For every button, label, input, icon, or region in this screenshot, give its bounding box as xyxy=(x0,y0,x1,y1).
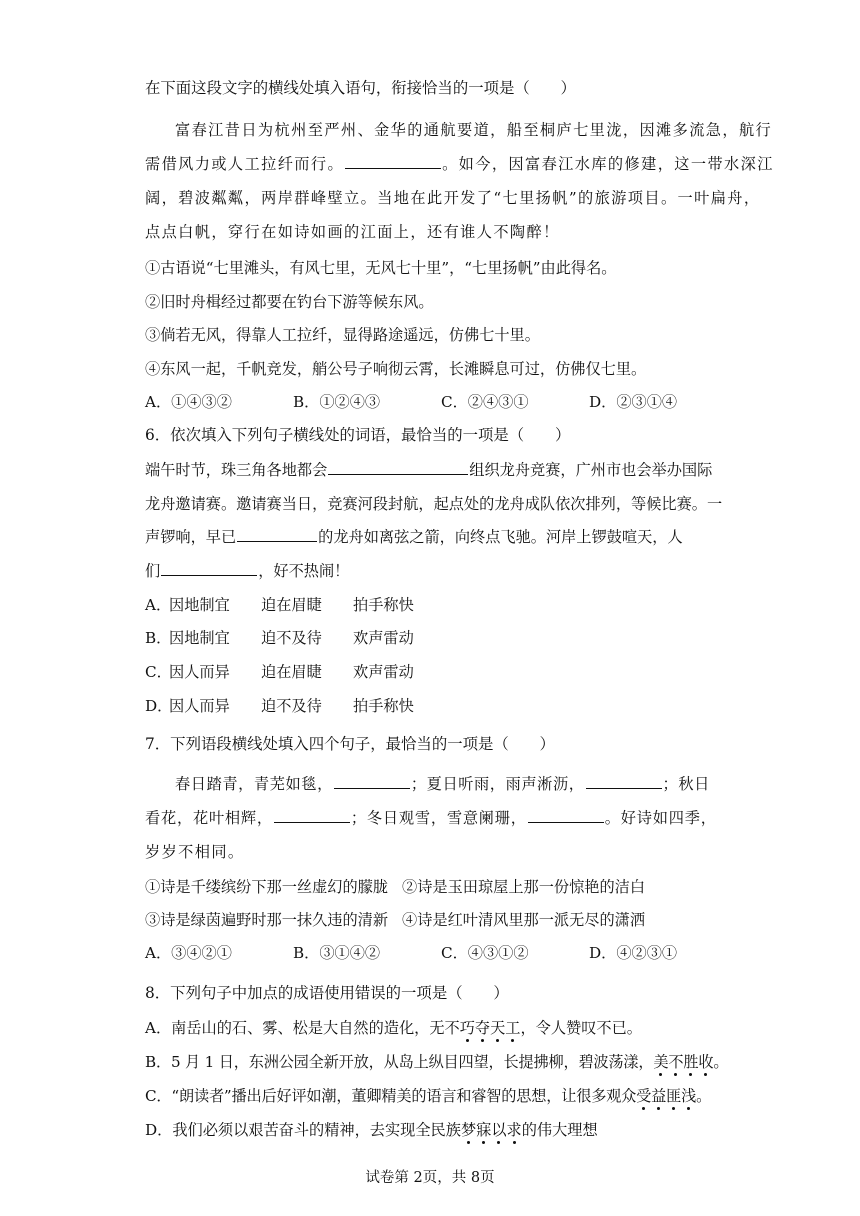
option-label: A． xyxy=(145,596,172,614)
emphasis-char: 益 xyxy=(651,1087,667,1105)
q5-passage-text: 。如今，因富春江水库的修建，这一带水深江 xyxy=(442,155,774,173)
q8-option-c[interactable] xyxy=(145,1086,725,1106)
q8-idiom-d xyxy=(461,1121,522,1139)
q8-text: 。 xyxy=(696,1087,712,1105)
q8-text: D．我们必须以艰苦奋斗的精神，去实现全民族 xyxy=(145,1121,461,1139)
q6-text-line-4 xyxy=(145,561,725,581)
q6-option-b[interactable] xyxy=(145,628,725,648)
q8-option-b[interactable] xyxy=(145,1052,729,1072)
q7-sentence-3: ③诗是绿茵遍野时那一抹久违的清新 xyxy=(145,911,388,929)
q7-text: ；冬日观雪，雪意阑珊， xyxy=(350,809,527,827)
option-label: C． xyxy=(145,663,172,681)
q7-sentences-1-2 xyxy=(145,877,725,897)
option-word: 因地制宜 xyxy=(169,596,230,614)
q7-text: 看花，花叶相辉， xyxy=(145,809,273,827)
option-word: 欢声雷动 xyxy=(353,663,414,681)
q7-sentence-4: ④诗是红叶清风里那一派无尽的潇洒 xyxy=(402,911,645,929)
emphasis-char: 求 xyxy=(506,1121,522,1139)
q7-text: ；秋日 xyxy=(662,775,710,793)
emphasis-char: 浅 xyxy=(681,1087,697,1105)
q8-text: ，令人赞叹不已。 xyxy=(520,1019,642,1037)
q8-text: B．5 月 1 日，东洲公园全新开放，从岛上纵目四望，长提拂柳，碧波荡漾， xyxy=(145,1053,654,1071)
q8-stem: 8．下列句子中加点的成语使用错误的一项是（ ） xyxy=(145,984,509,1002)
q7-blank-3 xyxy=(274,808,350,823)
q7-text: 春日踏青，青芜如毯， xyxy=(175,775,333,793)
q5-blank xyxy=(345,154,441,169)
q7-blank-2 xyxy=(586,774,662,789)
q7-text: ；夏日听雨，雨声淅沥， xyxy=(410,775,585,793)
option-word: 迫在眉睫 xyxy=(261,663,322,681)
page-footer: 试卷第 2页，共 8页 xyxy=(365,1170,495,1186)
q5-option-a[interactable]: A．①④③② xyxy=(145,393,232,411)
q5-sentence-4: ④东风一起，千帆竞发，艄公号子响彻云霄，长滩瞬息可过，仿佛仅七里。 xyxy=(145,360,647,378)
q5-option-d[interactable]: D．②③①④ xyxy=(589,393,678,411)
q6-blank-2 xyxy=(237,527,317,542)
q7-passage-line-2 xyxy=(145,808,725,828)
emphasis-char: 夺 xyxy=(474,1019,491,1037)
q7-passage-line-1 xyxy=(175,774,725,794)
q6-text: 声锣响，早已 xyxy=(145,528,237,546)
q5-option-c[interactable]: C．②④③① xyxy=(441,393,529,411)
q5-passage-line-1: 富春江昔日为杭州至严州、金华的通航要道，船至桐庐七里泷，因滩多流急，航行 xyxy=(175,121,773,139)
q6-option-c[interactable] xyxy=(145,662,725,682)
q6-text-line-2: 龙舟邀请赛。邀请赛当日，竞赛河段封航，起点处的龙舟成队依次排列，等候比赛。一 xyxy=(145,495,723,513)
option-word: 迫不及待 xyxy=(261,629,322,647)
option-word: 迫不及待 xyxy=(261,697,322,715)
q6-blank-3 xyxy=(161,561,257,576)
q5-passage-text: 需借风力或人工拉纤而行。 xyxy=(145,155,345,173)
q7-option-c[interactable]: C．④③①② xyxy=(441,944,529,962)
emphasis-char: 胜 xyxy=(683,1053,699,1071)
q7-options xyxy=(145,943,725,963)
q5-sentence-1: ①古语说“七里滩头，有风七里，无风七十里”，“七里扬帆”由此得名。 xyxy=(145,259,617,277)
option-word: 因人而异 xyxy=(169,663,230,681)
q6-text: 的龙舟如离弦之箭，向终点飞驰。河岸上锣鼓喧天，人 xyxy=(318,528,683,546)
q8-option-a[interactable] xyxy=(145,1018,725,1038)
q6-blank-1 xyxy=(328,460,468,475)
q7-text: 。好诗如四季， xyxy=(604,809,717,827)
q7-blank-4 xyxy=(528,808,604,823)
q7-sentence-1: ①诗是千缕缤纷下那一丝虚幻的朦胧 xyxy=(145,878,388,896)
q7-option-d[interactable]: D．④②③① xyxy=(589,944,678,962)
option-label: D． xyxy=(145,697,173,715)
emphasis-char: 寐 xyxy=(476,1121,492,1139)
emphasis-char: 梦 xyxy=(460,1121,477,1139)
q8-text: C．“朗读者”播出后好评如潮，董卿精美的语言和睿智的思想，让很多观众 xyxy=(145,1087,637,1105)
q5-option-b[interactable]: B．①②④③ xyxy=(293,393,381,411)
option-word: 因人而异 xyxy=(169,697,230,715)
q5-passage-line-2 xyxy=(145,154,774,174)
emphasis-char: 受 xyxy=(636,1087,652,1105)
q8-idiom-a xyxy=(460,1019,521,1037)
q5-sentence-3: ③倘若无风，得靠人工拉纤，显得路途遥远，仿佛七十里。 xyxy=(145,326,540,344)
option-word: 因地制宜 xyxy=(169,629,230,647)
q7-option-b[interactable]: B．③①④② xyxy=(293,944,381,962)
q8-text: A．南岳山的石、雾、松是大自然的造化，无不 xyxy=(145,1019,460,1037)
q7-option-a[interactable]: A．③④②① xyxy=(145,944,232,962)
q6-stem: 6．依次填入下列句子横线处的词语，最恰当的一项是（ ） xyxy=(145,426,571,444)
emphasis-char: 美 xyxy=(653,1053,669,1071)
q8-idiom-b xyxy=(653,1053,713,1071)
q6-text-line-3 xyxy=(145,527,725,547)
option-word: 拍手称快 xyxy=(353,697,414,715)
q8-text: 的伟大理想 xyxy=(521,1121,598,1139)
emphasis-char: 收 xyxy=(698,1053,714,1071)
option-label: B． xyxy=(145,629,172,647)
q7-blank-1 xyxy=(334,774,410,789)
emphasis-char: 天 xyxy=(490,1019,506,1037)
q8-option-d[interactable] xyxy=(145,1120,725,1140)
q7-sentence-2: ②诗是玉田琼屋上那一份惊艳的洁白 xyxy=(402,878,645,896)
emphasis-char: 以 xyxy=(491,1121,507,1139)
emphasis-char: 匪 xyxy=(666,1087,682,1105)
option-word: 拍手称快 xyxy=(353,596,414,614)
emphasis-char: 工 xyxy=(505,1019,521,1037)
q5-passage-line-3: 阔，碧波粼粼，两岸群峰壁立。当地在此开发了“七里扬帆”的旅游项目。一叶扁舟， xyxy=(145,189,761,207)
option-word: 迫在眉睫 xyxy=(261,596,322,614)
q7-passage-line-3: 岁岁不相同。 xyxy=(145,843,245,861)
q8-text: 。 xyxy=(713,1053,729,1071)
q5-passage-line-4: 点点白帆，穿行在如诗如画的江面上，还有谁人不陶醉！ xyxy=(145,223,560,241)
q7-stem: 7．下列语段横线处填入四个句子，最恰当的一项是（ ） xyxy=(145,735,555,753)
q5-options xyxy=(145,392,725,412)
q8-idiom-c xyxy=(636,1087,696,1105)
option-word: 欢声雷动 xyxy=(353,629,414,647)
q6-text: 组织龙舟竞赛，广州市也会举办国际 xyxy=(469,461,713,479)
q5-stem: 在下面这段文字的横线处填入语句，衔接恰当的一项是（ ） xyxy=(145,79,576,97)
q6-text: 端午时节，珠三角各地都会 xyxy=(145,461,328,479)
q7-sentences-3-4 xyxy=(145,910,725,930)
emphasis-char: 巧 xyxy=(459,1019,475,1037)
q5-sentence-2: ②旧时舟楫经过都要在钓台下游等候东风。 xyxy=(145,293,434,311)
q6-text: 们 xyxy=(145,562,161,580)
q6-text: ，好不热闹！ xyxy=(258,562,350,580)
emphasis-char: 不 xyxy=(668,1053,684,1071)
q6-text-line-1 xyxy=(145,460,725,480)
q6-option-a[interactable] xyxy=(145,595,725,615)
q6-option-d[interactable] xyxy=(145,696,725,716)
